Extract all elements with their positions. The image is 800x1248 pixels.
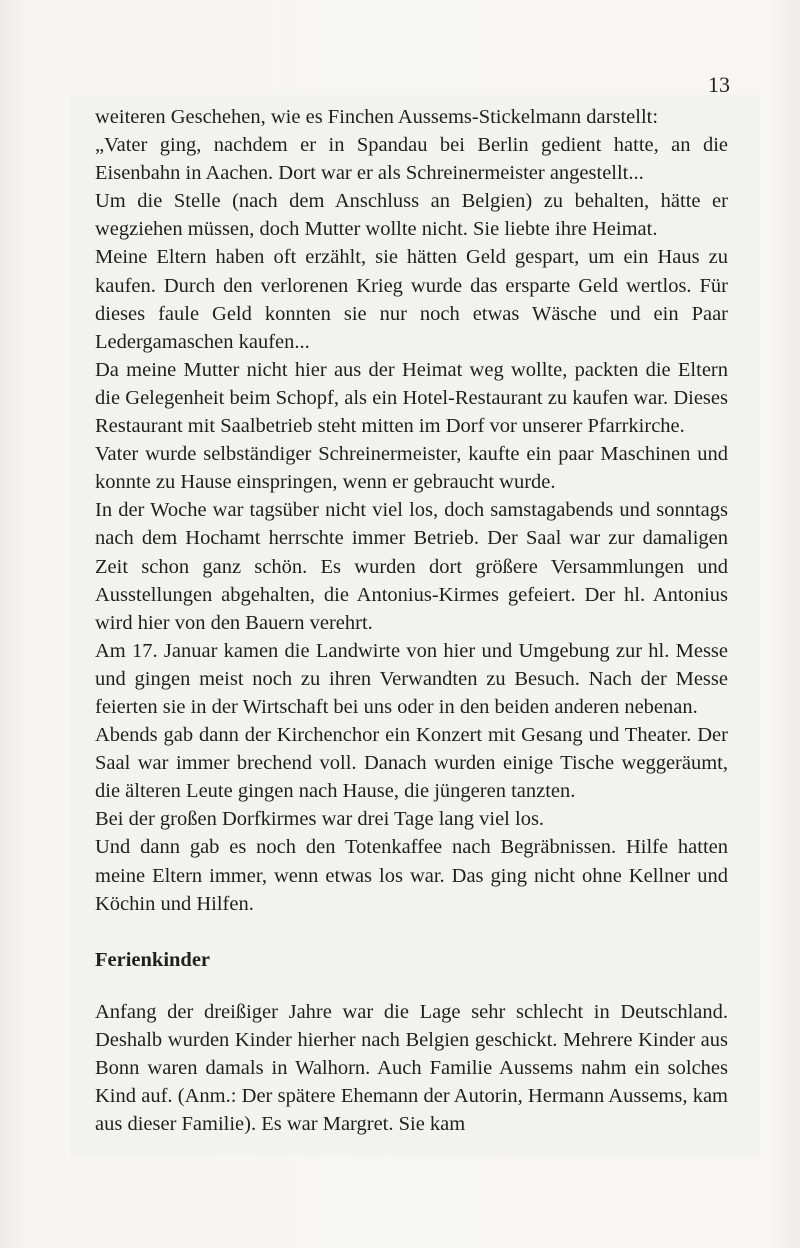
paragraph-9: Abends gab dann der Kirchenchor ein Konzert mit Gesang und Theater. Der Saal war immer brechend voll. Danach wurden einige Tische weggeräumt, die älteren Leute gingen nach Hause, die jüngeren tanzten. — [95, 724, 728, 803]
paragraph-3: Um die Stelle (nach dem Anschluss an Belgien) zu behalten, hätte er wegziehen müssen, doch Mutter wollte nicht. Sie liebte ihre Heimat. — [95, 190, 728, 241]
paragraph-6: Vater wurde selbständiger Schreinermeister, kaufte ein paar Maschinen und konnte zu Hause einspringen, wenn er gebraucht wurde. — [95, 443, 728, 494]
paragraph-1: weiteren Geschehen, wie es Finchen Aussems-Stickelmann darstellt: — [95, 106, 659, 128]
section-paragraph: Anfang der dreißiger Jahre war die Lage sehr schlecht in Deutschland. Deshalb wurden Kinder hierher nach Belgien geschickt. Mehrere Kinder aus Bonn waren damals in Walhorn. Auch Familie Aussems nahm ein solches Kind auf. (Anm.: Der spätere Ehemann der Autorin, Hermann Aussems, kam aus dieser Familie). Es war Margret. Sie kam — [95, 1000, 728, 1136]
paragraph-5: Da meine Mutter nicht hier aus der Heimat weg wollte, packten die Eltern die Gelegenheit beim Schopf, als ein Hotel-Restaurant zu kaufen war. Dieses Restaurant mit Saalbetrieb steht mitten im Dorf vor unserer Pfarrkirche. — [95, 358, 728, 438]
section-heading: Ferienkinder — [95, 948, 211, 971]
paragraph-10: Bei der großen Dorfkirmes war drei Tage lang viel los. — [95, 808, 545, 831]
paragraph-8: Am 17. Januar kamen die Landwirte von hier und Umgebung zur hl. Messe und gingen meist noch zu ihren Verwandten zu Besuch. Nach der Messe feierten sie in der Wirtschaft bei uns oder in den beiden anderen nebenan. — [95, 639, 728, 718]
body-text — [95, 103, 728, 1138]
paragraph-7: In der Woche war tagsüber nicht viel los, doch samstagabends und sonntags nach dem Hochamt herrschte immer Betrieb. Der Saal war zur damaligen Zeit schon ganz schön. Es wurden dort größere Versammlungen und Ausstellungen abgehalten, die Antonius-Kirmes gefeiert. Der hl. Antonius wird hier von den Bauern verehrt. — [95, 499, 728, 634]
paragraph-4: Meine Eltern haben oft erzählt, sie hätten Geld gespart, um ein Haus zu kaufen. Durch den verlorenen Krieg wurde das ersparte Geld wertlos. Für dieses faule Geld konnten sie nur noch etwas Wäsche und ein Paar Ledergamaschen kaufen... — [95, 246, 728, 353]
page-number: 13 — [708, 72, 730, 97]
paragraph-11: Und dann gab es noch den Totenkaffee nach Begräbnissen. Hilfe hatten meine Eltern immer, wenn etwas los war. Das ging nicht ohne Kellner und Köchin und Hilfen. — [95, 836, 728, 915]
paragraph-2: „Vater ging, nachdem er in Spandau bei Berlin gedient hatte, an die Eisenbahn in Aachen. Dort war er als Schreinermeister angestellt... — [95, 134, 728, 185]
